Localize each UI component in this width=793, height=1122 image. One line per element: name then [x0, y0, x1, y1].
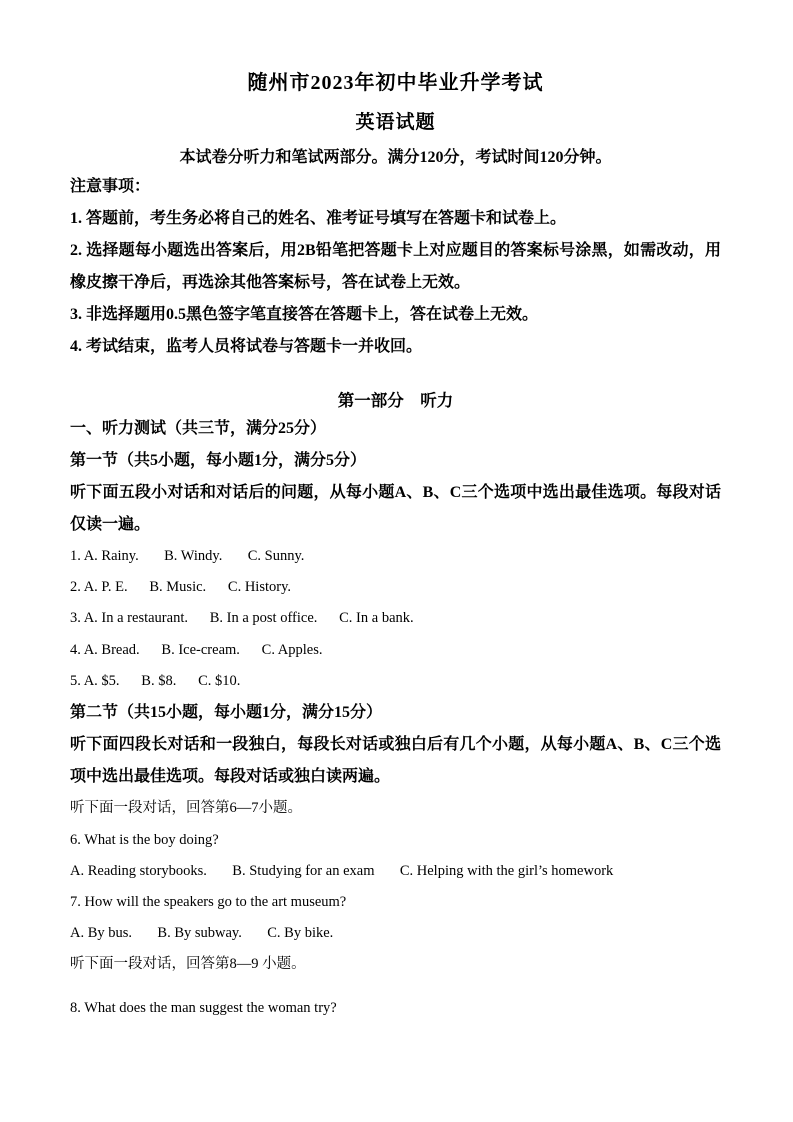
question-4: 4. A. Bread. B. Ice-cream. C. Apples. — [70, 641, 323, 658]
exam-title: 随州市2023年初中毕业升学考试 — [247, 72, 544, 94]
notice-item-3: 3. 非选择题用0.5黑色签字笔直接答在答题卡上，答在试卷上无效。 — [70, 306, 539, 323]
question-5: 5. A. $5. B. $8. C. $10. — [70, 672, 241, 689]
notice-item-4: 4. 考试结束，监考人员将试卷与答题卡一并收回。 — [70, 338, 423, 355]
exam-subtitle: 英语试题 — [355, 112, 436, 133]
section2-title: 第二节（共15小题，每小题1分，满分15分） — [70, 703, 383, 721]
question-6-options: A. Reading storybooks. B. Studying for an exam C. Helping with the girl’s homework — [70, 862, 614, 879]
notice-item-2: 2. 选择题每小题选出答案后，用2B铅笔把答题卡上对应题目的答案标号涂黑，如需改动，用橡皮擦干净后，再选涂其他答案标号，答在试卷上无效。 — [70, 242, 721, 291]
question-7: 7. How will the speakers go to the art museum? — [70, 894, 347, 911]
part1-header: 第一部分 听力 — [337, 391, 454, 410]
question-8: 8. What does the man suggest the woman try? — [70, 1000, 337, 1017]
question-3: 3. A. In a restaurant. B. In a post office. C. In a bank. — [70, 610, 414, 627]
dialog1-hint: 听下面一段对话，回答第6—7小题。 — [70, 799, 302, 816]
section2-instructions: 听下面四段长对话和一段独白，每段长对话或独白后有几个小题，从每小题A、B、C三个选项中选出最佳选项。每段对话或独白读两遍。 — [70, 735, 721, 785]
dialog2-hint: 听下面一段对话，回答第8—9 小题。 — [70, 956, 306, 973]
exam-intro-line: 本试卷分听力和笔试两部分。满分120分，考试时间120分钟。 — [179, 149, 612, 166]
question-2: 2. A. P. E. B. Music. C. History. — [70, 579, 292, 596]
question-7-options: A. By bus. B. By subway. C. By bike. — [70, 925, 334, 942]
section1-instructions: 听下面五段小对话和对话后的问题，从每小题A、B、C三个选项中选出最佳选项。每段对话仅读一遍。 — [70, 484, 721, 533]
notice-item-1: 1. 答题前，考生务必将自己的姓名、准考证号填写在答题卡和试卷上。 — [70, 210, 567, 227]
listening-section-title: 一、听力测试（共三节，满分25分） — [70, 420, 327, 437]
question-6: 6. What is the boy doing? — [70, 831, 219, 848]
question-1: 1. A. Rainy. B. Windy. C. Sunny. — [70, 548, 305, 564]
notice-header: 注意事项： — [70, 178, 151, 195]
section1-title: 第一节（共5小题，每小题1分，满分5分） — [70, 452, 367, 469]
